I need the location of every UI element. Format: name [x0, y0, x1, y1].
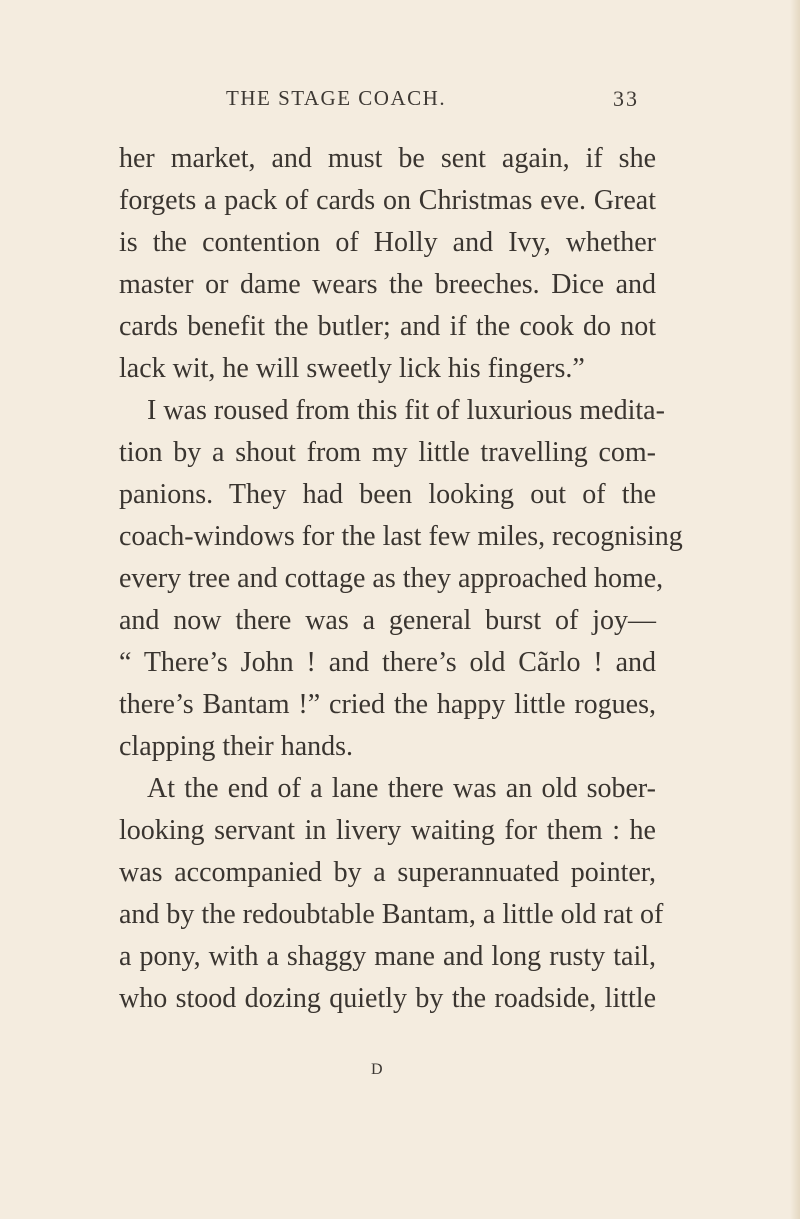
text-line: and by the redoubtable Bantam, a little old rat of — [119, 899, 664, 930]
page-header — [0, 86, 800, 118]
text-line: there’s Bantam !” cried the happy little rogues, — [119, 689, 656, 720]
text-line: was accompanied by a superannuated pointer, — [119, 857, 656, 888]
page-number: 33 — [613, 86, 639, 111]
text-line: her market, and must be sent again, if she — [119, 143, 656, 174]
text-line: is the contention of Holly and Ivy, whether — [119, 227, 656, 258]
text-line: looking servant in livery waiting for them : he — [119, 815, 656, 846]
text-line: tion by a shout from my little travelling com- — [119, 437, 656, 468]
signature-mark: D — [371, 1061, 383, 1078]
text-line: At the end of a lane there was an old sober- — [147, 773, 656, 804]
text-line: panions. They had been looking out of the — [119, 479, 656, 510]
text-line: “ There’s John ! and there’s old Cãrlo ! and — [119, 647, 656, 678]
text-line: every tree and cottage as they approached home, — [119, 563, 664, 594]
text-line: and now there was a general burst of joy— — [119, 605, 656, 636]
text-line: master or dame wears the breeches. Dice and — [119, 269, 656, 300]
text-line: coach-windows for the last few miles, recognising — [119, 521, 683, 552]
page-edge-shadow — [790, 0, 800, 1219]
text-line: a pony, with a shaggy mane and long rusty tail, — [119, 941, 656, 972]
text-line: who stood dozing quietly by the roadside, little — [119, 983, 656, 1014]
text-line: I was roused from this fit of luxurious medita- — [147, 395, 665, 426]
text-line: lack wit, he will sweetly lick his fingers.” — [119, 353, 585, 384]
running-title: THE STAGE COACH. — [226, 86, 447, 110]
text-line: clapping their hands. — [119, 731, 354, 762]
text-line: forgets a pack of cards on Christmas eve. Great — [119, 185, 656, 216]
text-line: cards benefit the butler; and if the cook do not — [119, 311, 656, 342]
